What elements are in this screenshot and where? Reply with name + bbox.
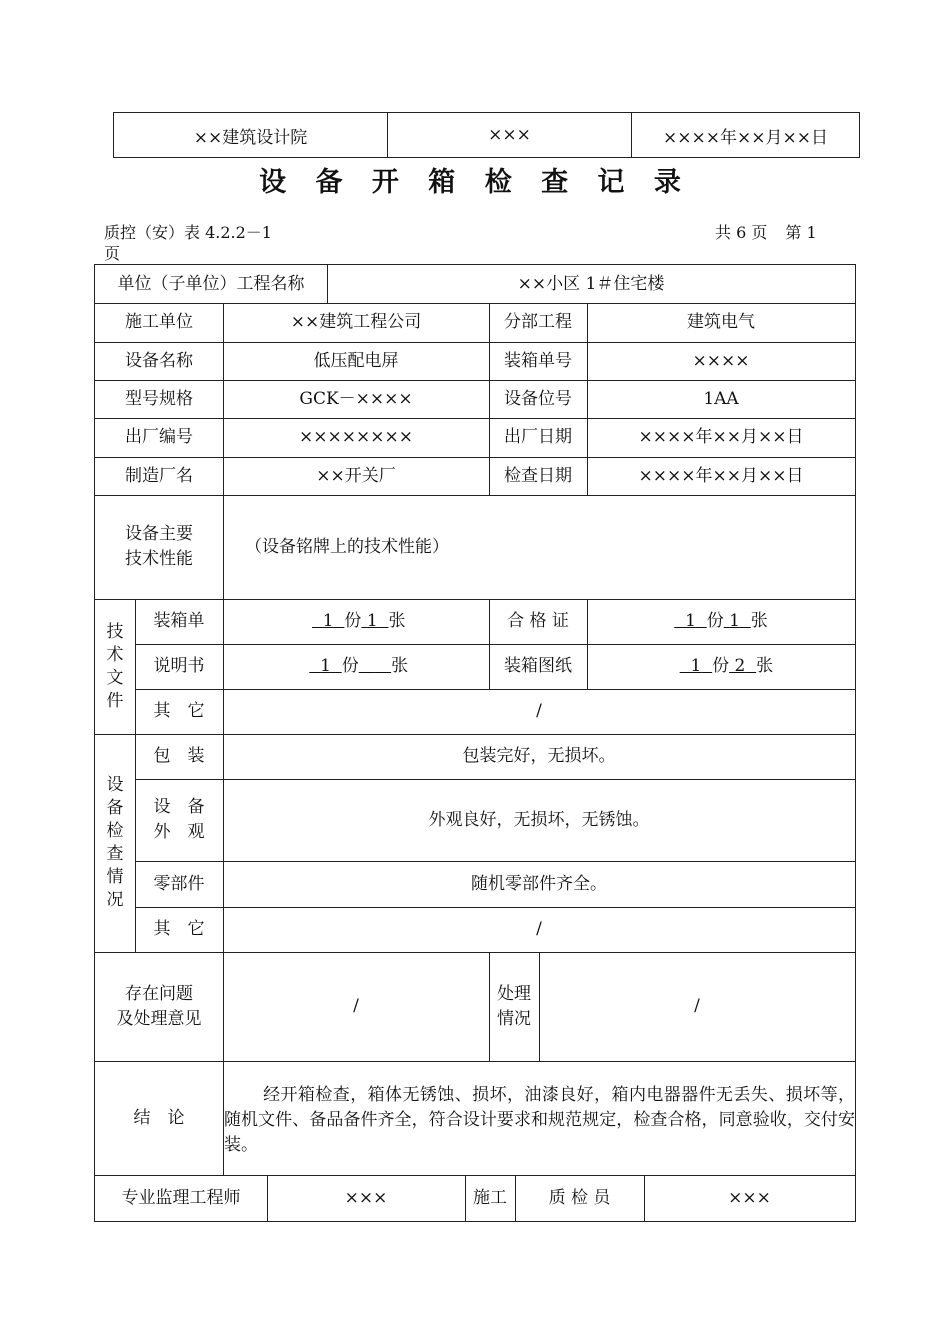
header-info-box [113,112,860,158]
drawings-count: 1 份 2 张 [690,656,774,676]
equipment-name-label: 设备名称 [125,350,193,371]
equipment-position-label: 设备位号 [504,388,572,409]
drawings-label: 装箱图纸 [504,656,572,676]
project-name-value: ××小区 1＃住宅楼 [517,273,665,294]
certificate-label: 合 格 证 [507,611,569,631]
inspection-table [94,264,856,1222]
header-date: ××××年××月××日 [663,127,828,148]
manufacturer-label: 制造厂名 [125,465,193,486]
packaging-value: 包装完好，无损坏。 [462,746,616,766]
equipment-name-value: 低压配电屏 [313,350,399,371]
parts-value: 随机零部件齐全。 [471,873,607,894]
construction-label: 施工 [473,1188,507,1208]
check-group-label: 设 备 检 查 情 况 [106,775,124,910]
header-person: ××× [388,113,632,157]
header-designer: ××建筑设计院 [114,113,388,157]
supervisor-label: 专业监理工程师 [121,1188,241,1208]
serial-no-label: 出厂编号 [125,427,193,447]
manufacturer-value: ××开关厂 [316,465,396,486]
manufacture-date-value: ××××年××月××日 [638,427,804,447]
conclusion-text: 经开箱检查，箱体无锈蚀、损坏，油漆良好，箱内电器器件无丢失、损坏等，随机文件、备品备件齐全，符合设计要求和规范规定，检查合格，同意验收，交付安装。 [224,1085,855,1155]
tech-docs-group-label: 技 术 文 件 [106,621,124,711]
performance-value: （设备铭牌上的技术性能） [245,536,449,557]
handling-value: / [694,996,700,1016]
form-code-text: 质控（安）表 4.2.2－1 [104,223,272,242]
issues-value: / [353,996,359,1016]
inspection-date-value: ××××年××月××日 [638,465,804,486]
manual-count: 1 份 张 [320,656,409,676]
inspection-date-label: 检查日期 [504,465,572,486]
project-name-label: 单位（子单位）工程名称 [117,273,305,294]
construction-unit-label: 施工单位 [125,312,193,332]
packing-list-no-label: 装箱单号 [504,350,572,371]
manufacture-date-label: 出厂日期 [504,427,572,447]
model-spec-label: 型号规格 [125,388,193,409]
issues-label: 存在问题 及处理意见 [116,983,202,1029]
inspector-label: 质 检 员 [548,1188,611,1208]
serial-no-value: ×××××××× [299,427,413,447]
page-counter [715,222,817,243]
appearance-label: 设 备 外 观 [153,797,205,842]
total-pages: 共 6 页 [715,223,768,242]
form-code [104,222,319,264]
packing-list-no-value: ×××× [692,350,750,371]
page-number: 第 1 [785,223,817,242]
tech-other-label: 其 它 [153,701,205,721]
form-page-word: 页 [104,244,121,263]
performance-label: 设备主要 技术性能 [125,524,193,569]
check-other-value: / [536,919,542,939]
sub-project-value: 建筑电气 [687,312,755,332]
packaging-label: 包 装 [153,746,205,766]
supervisor-value: ××× [344,1188,388,1208]
equipment-position-value: 1AA [703,388,739,409]
inspector-value: ××× [728,1188,771,1208]
conclusion-label: 结 论 [133,1107,185,1128]
packing-list-count: 1 份 1 张 [322,611,406,631]
manual-label: 说明书 [153,656,205,676]
tech-other-value: / [536,701,542,721]
model-spec-value: GCK－×××× [299,388,413,409]
check-other-label: 其 它 [153,919,205,939]
page-title: 设 备 开 箱 检 查 记 录 [259,167,691,198]
packing-list-label: 装箱单 [153,611,205,631]
sub-project-label: 分部工程 [504,312,572,332]
appearance-value: 外观良好，无损坏，无锈蚀。 [428,809,650,830]
construction-unit-value: ××建筑工程公司 [290,312,422,332]
certificate-count: 1 份 1 张 [685,611,768,631]
parts-label: 零部件 [153,873,205,894]
handling-label: 处理 情况 [497,983,531,1029]
